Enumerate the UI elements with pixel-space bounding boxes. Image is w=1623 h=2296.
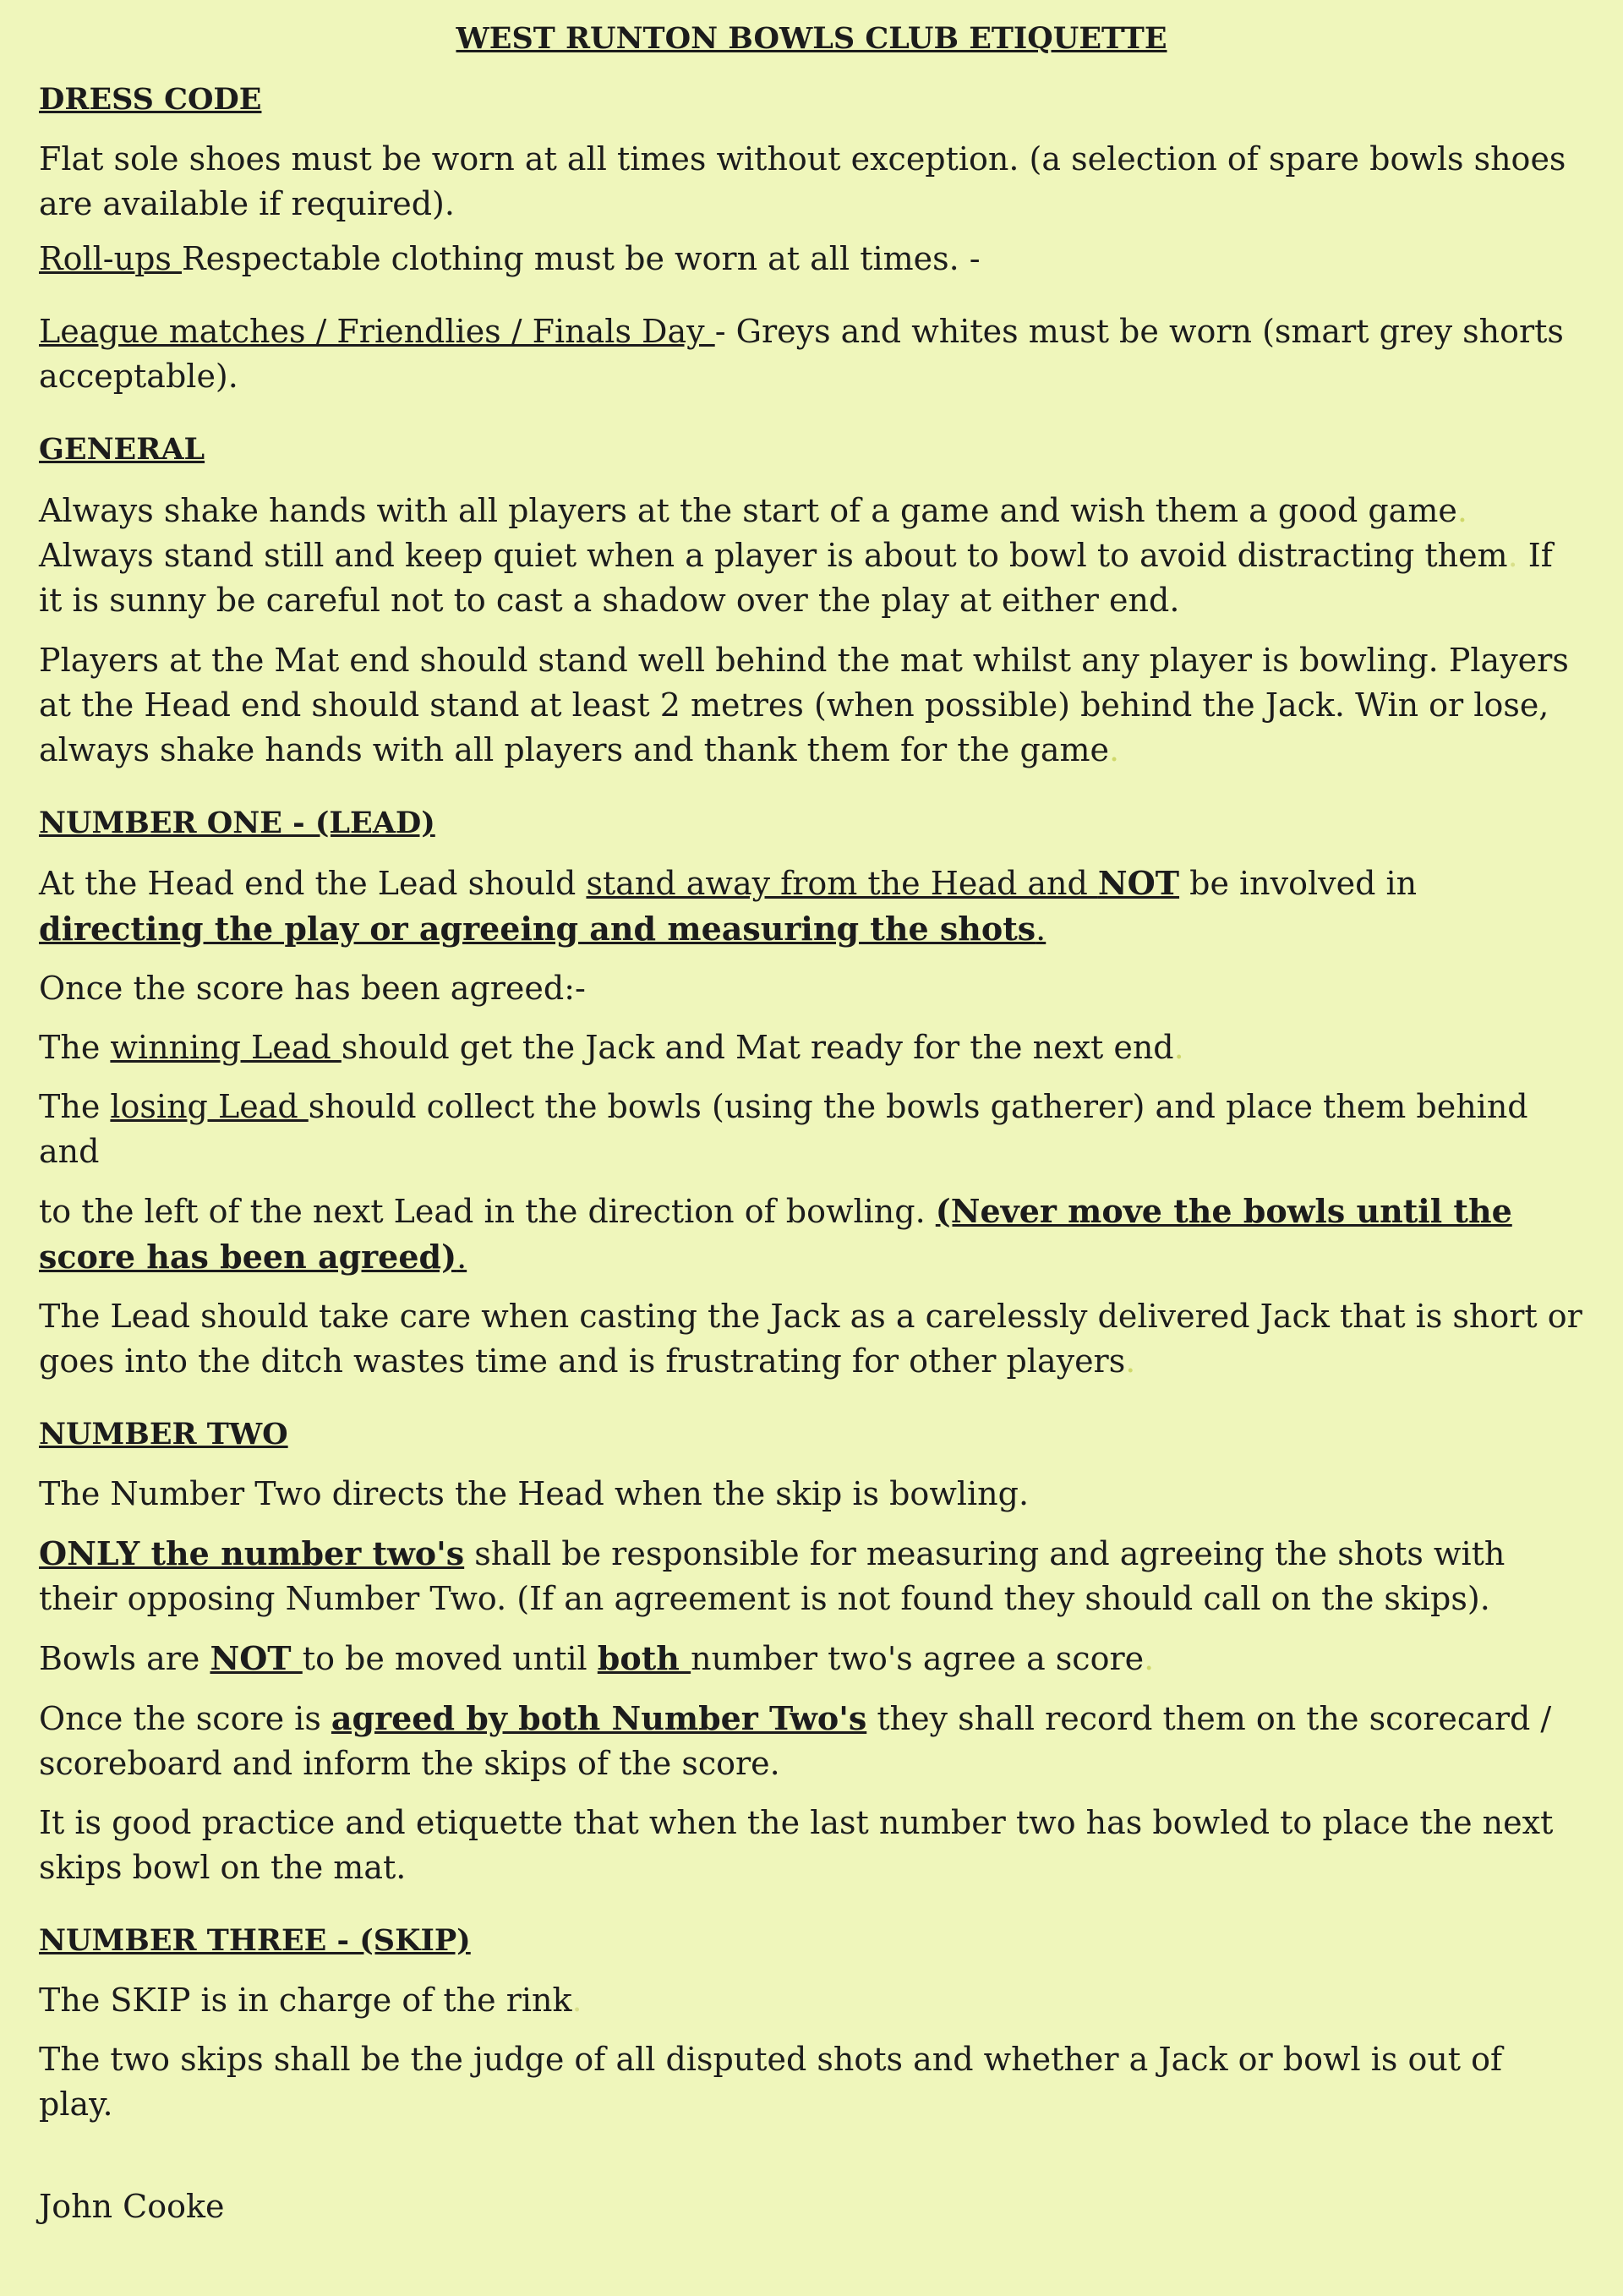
only-number-twos-emphasis: ONLY the number two's — [39, 1534, 465, 1572]
dress-code-paragraph-3 — [39, 309, 1584, 399]
winning-lead-prefix: The — [39, 1029, 111, 1066]
bowls-direction-end: . — [456, 1238, 467, 1276]
roll-ups-label: Roll-ups — [39, 240, 183, 277]
lead-underlined-text: stand away from the Head and — [586, 865, 1098, 902]
league-matches-text: - Greys and whites must be worn (smart grey shorts acceptable). — [39, 313, 1564, 395]
winning-lead-label: winning Lead — [110, 1029, 342, 1066]
never-move-bowls-emphasis: (Never move the bowls until the score has been agreed) — [39, 1192, 1512, 1276]
to-be-moved-text: to be moved until — [302, 1640, 598, 1677]
once-score-text: Once the score is — [39, 1700, 331, 1737]
not-emphasis: NOT — [210, 1639, 303, 1677]
number-three-heading: NUMBER THREE - (SKIP) — [39, 1923, 471, 1958]
punctuation-dot: . — [1109, 731, 1120, 768]
section-number-one — [39, 803, 1584, 1384]
bowls-direction-text: to the left of the next Lead in the direction of bowling. — [39, 1193, 936, 1230]
number-one-paragraph-3 — [39, 1025, 1584, 1070]
number-two-paragraph-2 — [39, 1531, 1584, 1621]
casting-jack-text: The Lead should take care when casting the Jack as a carelessly delivered Jack that is short or goes into the ditch wastes time and is frustrating for other players — [39, 1298, 1582, 1380]
dress-code-paragraph-2 — [39, 237, 1584, 282]
section-number-two — [39, 1414, 1584, 1890]
lead-text-end: . — [1036, 910, 1046, 948]
section-general — [39, 429, 1584, 773]
losing-lead-label: losing Lead — [110, 1088, 309, 1125]
both-emphasis: both — [597, 1639, 691, 1677]
general-text-a: Always shake hands with all players at the start of a game and wish them a good game — [39, 492, 1457, 529]
punctuation-dot: . — [1173, 1029, 1184, 1066]
general-paragraph-2 — [39, 638, 1584, 773]
number-one-paragraph-6 — [39, 1294, 1584, 1384]
agreed-by-both-emphasis: agreed by both Number Two's — [331, 1699, 867, 1737]
number-one-paragraph-5 — [39, 1189, 1584, 1280]
winning-lead-text: should get the Jack and Mat ready for the next end — [341, 1029, 1174, 1066]
punctuation-dot: . — [1507, 537, 1518, 574]
page-title: WEST RUNTON BOWLS CLUB ETIQUETTE — [456, 21, 1167, 56]
punctuation-dot: . — [1125, 1342, 1136, 1380]
number-two-paragraph-4 — [39, 1696, 1584, 1786]
number-two-measuring-text: shall be responsible for measuring and agreeing the shots with their opposing Number Two. (If an agreement is not found they should call on the skips). — [39, 1535, 1506, 1617]
lead-emphasis-directing: directing the play or agreeing and measuring the shots — [39, 910, 1036, 948]
number-three-paragraph-2: The two skips shall be the judge of all disputed shots and whether a Jack or bowl is out of play. — [39, 2041, 1503, 2123]
scorecard-text: they shall record them on the scorecard / scoreboard and inform the skips of the score. — [39, 1700, 1552, 1782]
bowls-are-text: Bowls are — [39, 1640, 210, 1677]
signature: John Cooke — [39, 2188, 225, 2225]
punctuation-dot: . — [1144, 1640, 1155, 1677]
punctuation-dot: . — [571, 1982, 582, 2019]
lead-text-a: At the Head end the Lead should — [39, 865, 587, 902]
general-paragraph-1 — [39, 489, 1584, 623]
number-one-paragraph-1 — [39, 861, 1584, 952]
skip-in-charge-text: The SKIP is in charge of the rink — [39, 1982, 572, 2019]
section-number-three — [39, 1921, 1584, 2127]
lead-text-b: be involved in — [1179, 865, 1418, 902]
general-text-d: Players at the Mat end should stand well behind the mat whilst any player is bowling. Players at the Head end should stand at least 2 metres (when possible) behind the Jack. Win or lose, always shake hands with all players and thank them for the game — [39, 642, 1569, 768]
agree-score-text: number two's agree a score — [691, 1640, 1145, 1677]
dress-code-paragraph-1: Flat sole shoes must be worn at all times without exception. (a selection of spare bowls shoes are available if required). — [39, 140, 1566, 222]
number-two-paragraph-5: It is good practice and etiquette that when the last number two has bowled to place the next skips bowl on the mat. — [39, 1804, 1554, 1886]
losing-lead-prefix: The — [39, 1088, 111, 1125]
dress-code-heading: DRESS CODE — [39, 82, 262, 117]
roll-ups-text: Respectable clothing must be worn at all times. - — [182, 240, 981, 277]
number-one-paragraph-2: Once the score has been agreed:- — [39, 970, 586, 1007]
punctuation-dot: . — [1456, 492, 1467, 529]
number-two-paragraph-3 — [39, 1636, 1584, 1681]
general-heading: GENERAL — [39, 432, 205, 467]
losing-lead-text: should collect the bowls (using the bowls gatherer) and place them behind and — [39, 1088, 1528, 1170]
section-dress-code — [39, 79, 1584, 399]
number-two-heading: NUMBER TWO — [39, 1417, 288, 1451]
general-text-b: Always stand still and keep quiet when a player is about to bowl to avoid distracting them — [39, 537, 1508, 574]
number-one-heading: NUMBER ONE - (LEAD) — [39, 806, 435, 840]
lead-emphasis-not: NOT — [1097, 864, 1180, 902]
number-one-paragraph-4 — [39, 1085, 1584, 1174]
number-three-paragraph-1 — [39, 1978, 1584, 2023]
league-matches-label: League matches / Friendlies / Finals Day — [39, 313, 715, 350]
general-text-c: If it is sunny be careful not to cast a shadow over the play at either end. — [39, 537, 1553, 619]
number-two-paragraph-1: The Number Two directs the Head when the skip is bowling. — [39, 1475, 1030, 1512]
